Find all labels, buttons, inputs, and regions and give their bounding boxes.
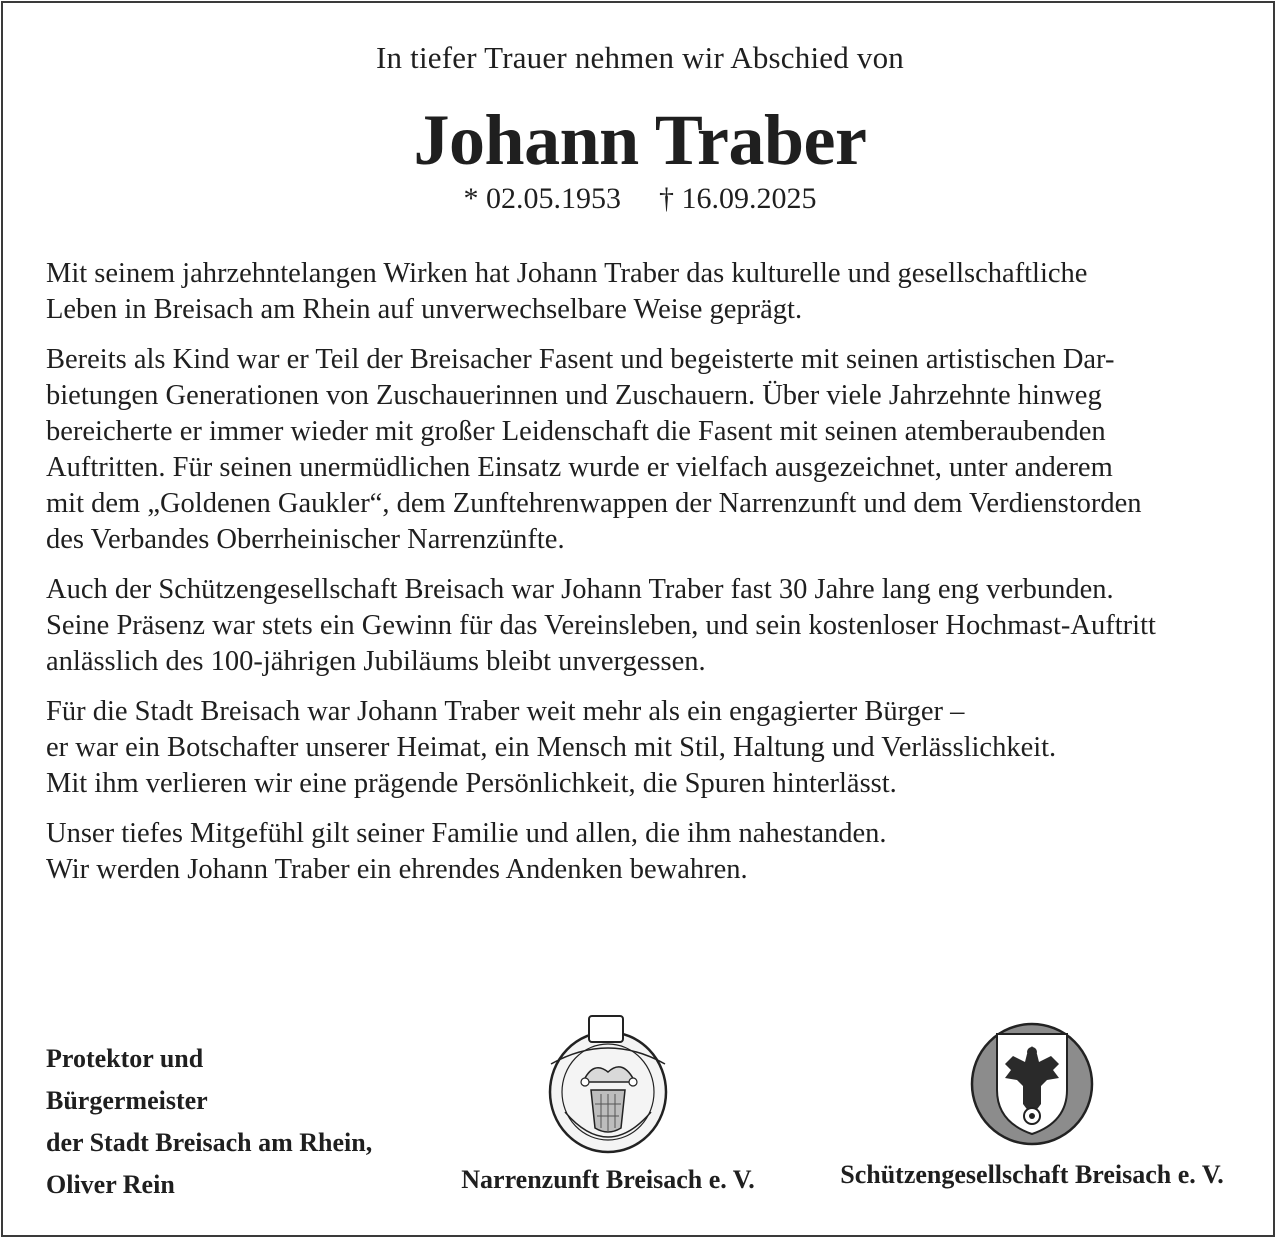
- org-name: Narrenzunft Breisach e. V.: [461, 1165, 755, 1194]
- paragraph: [46, 816, 1251, 888]
- signature-line: Bürgermeister: [46, 1086, 208, 1115]
- text-line: Wir werden Johann Traber ein ehrendes Andenken bewahren.: [46, 854, 748, 885]
- paragraph: [46, 572, 1251, 680]
- jester-emblem-icon: [543, 1012, 673, 1157]
- text-line: er war ein Botschafter unserer Heimat, ein Mensch mit Stil, Haltung und Verlässlichkeit.: [46, 732, 1057, 763]
- mayor-signature: [46, 1038, 372, 1206]
- eagle-coat-of-arms-icon: [967, 1012, 1097, 1152]
- text-line: Seine Präsenz war stets ein Gewinn für das Vereinsleben, und sein kostenloser Hochmast-Auftritt: [46, 610, 1156, 641]
- text-line: mit dem „Goldenen Gaukler“, dem Zunftehrenwappen der Narrenzunft und dem Verdienstorden: [46, 488, 1142, 519]
- text-line: Mit seinem jahrzehntelangen Wirken hat Johann Traber das kulturelle und gesellschaftliche: [46, 258, 1088, 289]
- text-line: Bereits als Kind war er Teil der Breisacher Fasent und begeisterte mit seinen artistischen Dar-: [46, 344, 1115, 375]
- life-dates: [0, 182, 1280, 216]
- paragraph: [46, 342, 1251, 558]
- text-line: bereicherte er immer wieder mit großer Leidenschaft die Fasent mit seinen atemberaubenden: [46, 416, 1106, 447]
- obituary-text: [46, 256, 1251, 902]
- signature-line: der Stadt Breisach am Rhein,: [46, 1128, 373, 1157]
- signature-line: Oliver Rein: [46, 1170, 175, 1199]
- text-line: Für die Stadt Breisach war Johann Traber weit mehr als ein engagierter Bürger –: [46, 696, 965, 727]
- signature-line: Protektor und: [46, 1044, 204, 1073]
- death-date: † 16.09.2025: [659, 182, 817, 215]
- text-line: des Verbandes Oberrheinischer Narrenzünfte.: [46, 524, 565, 555]
- paragraph: [46, 256, 1251, 328]
- paragraph: [46, 694, 1251, 802]
- intro-line: In tiefer Trauer nehmen wir Abschied von: [376, 40, 904, 75]
- text-line: Auch der Schützengesellschaft Breisach war Johann Traber fast 30 Jahre lang eng verbunden.: [46, 574, 1114, 605]
- schuetzengesellschaft-signature: [826, 1012, 1238, 1190]
- text-line: Unser tiefes Mitgefühl gilt seiner Familie und allen, die ihm nahestanden.: [46, 818, 887, 849]
- text-line: Mit ihm verlieren wir eine prägende Persönlichkeit, die Spuren hinterlässt.: [46, 768, 897, 799]
- text-line: Auftritten. Für seinen unermüdlichen Einsatz wurde er vielfach ausgezeichnet, unter anderem: [46, 452, 1113, 483]
- deceased-name: Johann Traber: [413, 100, 867, 180]
- org-name: Schützengesellschaft Breisach e. V.: [840, 1160, 1224, 1189]
- text-line: anlässlich des 100-jährigen Jubiläums bleibt unvergessen.: [46, 646, 706, 677]
- narrenzunft-signature: [452, 1012, 764, 1195]
- birth-date: * 02.05.1953: [463, 182, 621, 215]
- text-line: bietungen Generationen von Zuschauerinnen und Zuschauern. Über viele Jahrzehnte hinweg: [46, 380, 1102, 411]
- text-line: Leben in Breisach am Rhein auf unverwechselbare Weise geprägt.: [46, 294, 803, 325]
